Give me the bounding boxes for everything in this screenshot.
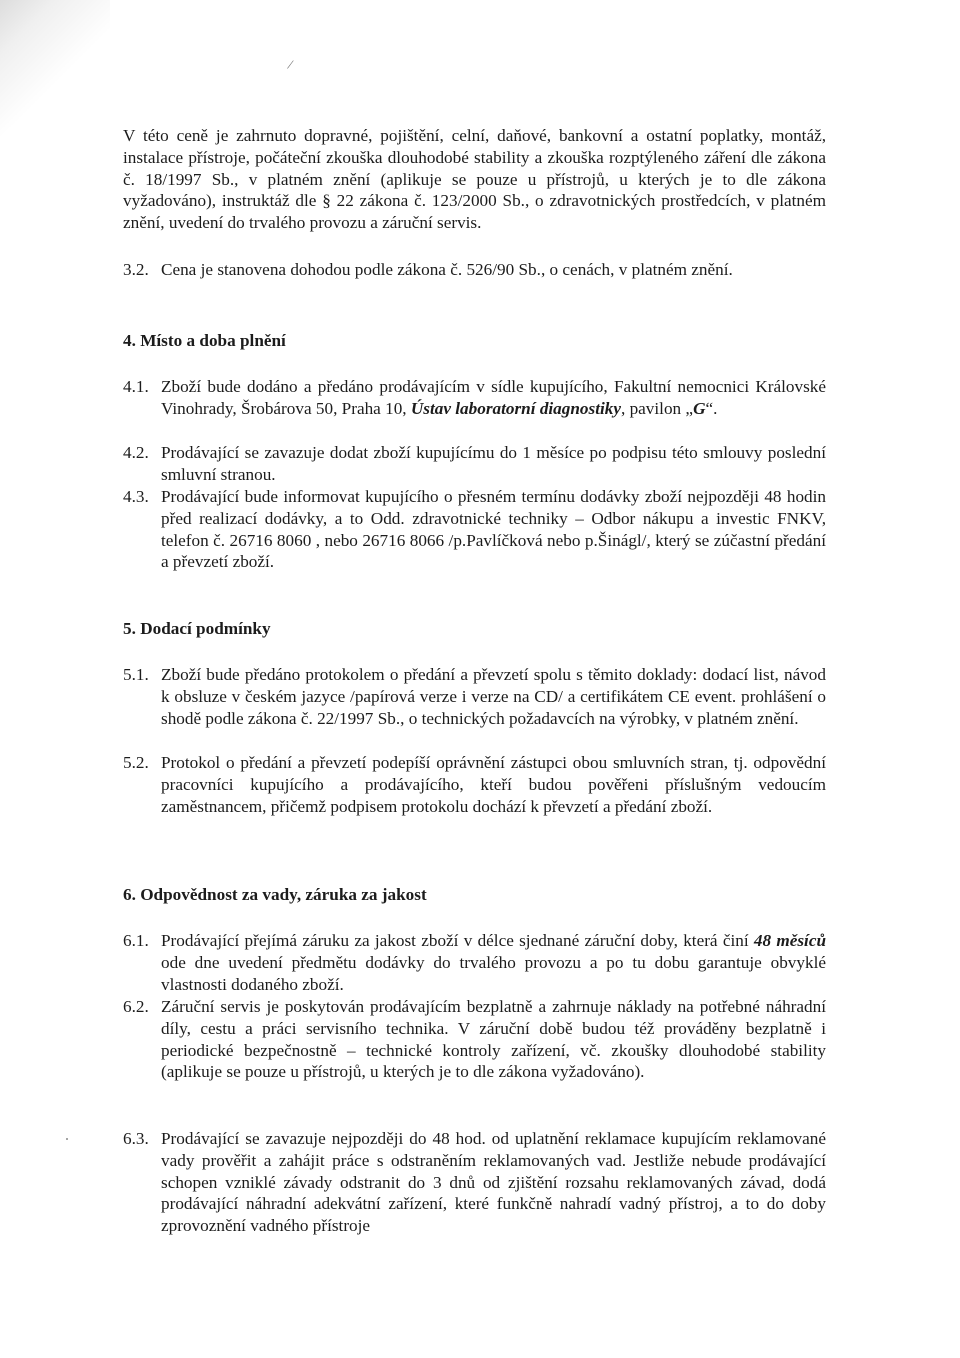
- section-5-title: 5. Dodací podmínky: [123, 619, 271, 638]
- scan-mark: /: [285, 57, 295, 74]
- clause-4-1: [123, 376, 826, 420]
- clause-5-2: [123, 752, 826, 817]
- clause-6-3: [123, 1128, 826, 1237]
- clause-number: 4.3.: [123, 487, 149, 506]
- clause-number: 3.2.: [123, 260, 149, 279]
- section-4-title: 4. Místo a doba plnění: [123, 331, 286, 350]
- emphasis-text: 48 měsíců: [753, 931, 827, 950]
- clause-number: 4.2.: [123, 443, 149, 462]
- clause-text-part: Prodávající přejímá záruku za jakost zboží v délce sjednané záruční doby, která činí: [161, 931, 754, 950]
- clause-text: Protokol o předání a převzetí podepíší oprávnění zástupci obou smluvních stran, tj. odpovědní pracovníci kupujícího a prodávajícího, kteří budou pověřeni příslušným vedoucím zaměstnancem, přičemž podpisem protokolu dochází k převzetí a předání zboží.: [161, 753, 826, 816]
- intro-paragraph: V této ceně je zahrnuto dopravné, pojištění, celní, daňové, bankovní a ostatní poplatky, montáž, instalace přístroje, počáteční zkouška dlouhodobé stability a zkouška rozptýleného záření dle zákona č. 18/1997 Sb., v platném znění (aplikuje se pouze u přístrojů, u kterých je to dle zákona vyžadováno), instruktáž dle § 22 zákona č. 123/2000 Sb., o zdravotnických prostředcích, v platném znění, uvedení do trvalého provozu a záruční servis.: [123, 126, 826, 233]
- clause-5-1: [123, 664, 826, 729]
- clause-6-2: [123, 996, 826, 1083]
- clause-text-part: Zboží bude dodáno a předáno prodávajícím v sídle kupujícího, Fakultní nemocnici Královské Vinohrady, Šrobárova 50, Praha 10,: [161, 377, 826, 418]
- section-6-title: 6. Odpovědnost za vady, záruka za jakost: [123, 885, 427, 904]
- clause-text: Prodávající se zavazuje nejpozději do 48 hod. od uplatnění reklamace kupujícím reklamované vady prověřit a zahájit práce s odstraněním reklamovaných vad. Jestliže nebude prodávající schopen vzniklé závady odstranit do 3 dnů od zjištění rozsahu reklamovaných závad, dodá prodávající náhradní adekvátní zařízení, které funkčně nahradí vadný přístroj, a to do doby zprovoznění vadného přístroje: [161, 1129, 826, 1236]
- scan-speck: [66, 1138, 68, 1140]
- clause-text: Záruční servis je poskytován prodávajícím bezplatně a zahrnuje náklady na potřebné náhradní díly, cestu a práci servisního technika. V záruční době budou též prováděny bezplatně i periodické bezpečnostně – technické kontroly zařízení, vč. zkoušky dlouhodobé stability (aplikuje se pouze u přístrojů, u kterých je to dle zákona vyžadováno).: [161, 997, 826, 1082]
- clause-text: [161, 376, 826, 420]
- clause-text: Cena je stanovena dohodou podle zákona č. 526/90 Sb., o cenách, v platném znění.: [161, 260, 733, 279]
- clause-number: 5.2.: [123, 753, 149, 772]
- clause-4-3: [123, 486, 826, 573]
- clause-number: 6.3.: [123, 1129, 149, 1148]
- emphasis-text: G: [693, 398, 706, 418]
- clause-number: 6.1.: [123, 931, 149, 950]
- clause-3-2: [123, 259, 826, 281]
- clause-number: 6.2.: [123, 997, 149, 1016]
- clause-text: Zboží bude předáno protokolem o předání a převzetí spolu s těmito doklady: dodací list, návod k obsluze v českém jazyce /papírová verze i verze na CD/ a certifikátem CE event. prohlášení o shodě podle zákona č. 22/1997 Sb., o technických požadavcích na výrobky, v platném znění.: [161, 665, 826, 728]
- clause-text-part: , pavilon „: [620, 398, 694, 418]
- clause-text: Prodávající se zavazuje dodat zboží kupujícímu do 1 měsíce po podpisu této smlouvy poslední smluvní stranou.: [161, 443, 826, 484]
- scan-shadow: [0, 0, 110, 200]
- clause-text-part: “.: [705, 398, 718, 418]
- clause-text: [161, 930, 826, 995]
- clause-number: 4.1.: [123, 377, 149, 396]
- clause-number: 5.1.: [123, 665, 149, 684]
- clause-text-part: ode dne uvedení předmětu dodávky do trvalého provozu a po tu dobu garantuje obvyklé vlastnosti dodaného zboží.: [161, 952, 826, 994]
- clause-text: Prodávající bude informovat kupujícího o přesném termínu dodávky zboží nejpozději 48 hodin před realizací dodávky, a to Odd. zdravotnické techniky – Odbor nákupu a investic FNKV, telefon č. 26716 8060 , nebo 26716 8066 /p.Pavlíčková nebo p.Šinágl/, který se zúčastní předání a převzetí zboží.: [161, 487, 826, 572]
- clause-6-1: [123, 930, 826, 995]
- clause-4-2: [123, 442, 826, 486]
- emphasis-text: Ústav laboratorní diagnostiky: [410, 398, 621, 418]
